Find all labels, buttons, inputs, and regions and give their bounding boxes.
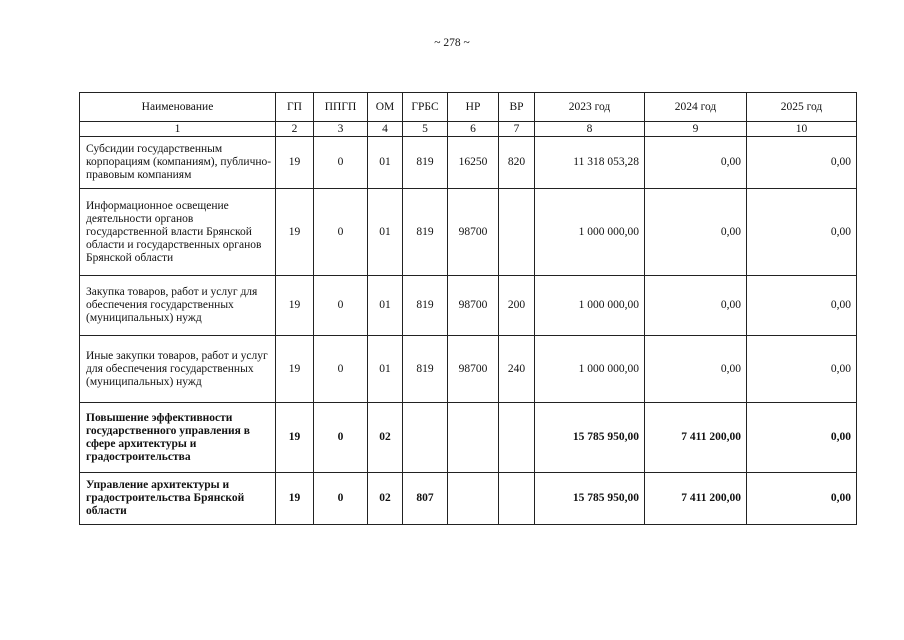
cell-2023: 11 318 053,28 [535, 137, 645, 189]
cell-gp: 19 [276, 189, 314, 276]
cell-2023: 15 785 950,00 [535, 473, 645, 525]
cell-2024: 0,00 [645, 137, 747, 189]
cell-2023: 15 785 950,00 [535, 403, 645, 473]
table-row [80, 473, 857, 525]
column-number: 5 [403, 122, 448, 137]
cell-grbs: 819 [403, 137, 448, 189]
cell-om: 01 [368, 137, 403, 189]
cell-2025: 0,00 [747, 403, 857, 473]
cell-nr [448, 403, 499, 473]
cell-om: 02 [368, 403, 403, 473]
cell-2025: 0,00 [747, 189, 857, 276]
row-name: Закупка товаров, работ и услуг для обеспечения государственных (муниципальных) нужд [80, 276, 276, 336]
column-number: 6 [448, 122, 499, 137]
header-cell: 2025 год [747, 93, 857, 122]
header-row [80, 93, 857, 122]
cell-nr [448, 473, 499, 525]
header-cell: 2023 год [535, 93, 645, 122]
cell-2025: 0,00 [747, 276, 857, 336]
cell-2025: 0,00 [747, 137, 857, 189]
cell-2025: 0,00 [747, 473, 857, 525]
cell-2024: 0,00 [645, 276, 747, 336]
column-number: 10 [747, 122, 857, 137]
cell-2023: 1 000 000,00 [535, 336, 645, 403]
cell-nr: 98700 [448, 189, 499, 276]
cell-grbs [403, 403, 448, 473]
cell-vr [499, 473, 535, 525]
cell-gp: 19 [276, 473, 314, 525]
cell-vr [499, 403, 535, 473]
cell-om: 01 [368, 189, 403, 276]
cell-om: 01 [368, 336, 403, 403]
table-row [80, 336, 857, 403]
header-cell: НР [448, 93, 499, 122]
cell-vr: 820 [499, 137, 535, 189]
cell-gp: 19 [276, 336, 314, 403]
column-number: 3 [314, 122, 368, 137]
cell-ppgp: 0 [314, 137, 368, 189]
header-cell: ППГП [314, 93, 368, 122]
cell-ppgp: 0 [314, 189, 368, 276]
cell-2024: 7 411 200,00 [645, 473, 747, 525]
cell-vr: 240 [499, 336, 535, 403]
cell-2024: 0,00 [645, 336, 747, 403]
row-name: Информационное освещение деятельности органов государственной власти Брянской области и государственных органов Брянской области [80, 189, 276, 276]
cell-nr: 98700 [448, 276, 499, 336]
page-number: ~ 278 ~ [434, 37, 470, 49]
column-number: 4 [368, 122, 403, 137]
header-cell: ГРБС [403, 93, 448, 122]
column-number: 9 [645, 122, 747, 137]
header-cell: ОМ [368, 93, 403, 122]
header-cell: Наименование [80, 93, 276, 122]
row-name: Повышение эффективности государственного управления в сфере архитектуры и градостроительства [80, 403, 276, 473]
cell-ppgp: 0 [314, 473, 368, 525]
cell-ppgp: 0 [314, 403, 368, 473]
cell-nr: 16250 [448, 137, 499, 189]
cell-gp: 19 [276, 276, 314, 336]
cell-ppgp: 0 [314, 276, 368, 336]
cell-om: 01 [368, 276, 403, 336]
cell-2024: 7 411 200,00 [645, 403, 747, 473]
header-cell: 2024 год [645, 93, 747, 122]
budget-table [79, 92, 857, 525]
cell-ppgp: 0 [314, 336, 368, 403]
cell-2024: 0,00 [645, 189, 747, 276]
cell-nr: 98700 [448, 336, 499, 403]
cell-gp: 19 [276, 403, 314, 473]
header-cell: ВР [499, 93, 535, 122]
column-number: 8 [535, 122, 645, 137]
cell-vr [499, 189, 535, 276]
cell-grbs: 819 [403, 189, 448, 276]
column-number: 1 [80, 122, 276, 137]
cell-om: 02 [368, 473, 403, 525]
cell-grbs: 807 [403, 473, 448, 525]
column-number-row [80, 122, 857, 137]
row-name: Управление архитектуры и градостроительства Брянской области [80, 473, 276, 525]
column-number: 2 [276, 122, 314, 137]
cell-2023: 1 000 000,00 [535, 276, 645, 336]
row-name: Иные закупки товаров, работ и услуг для обеспечения государственных (муниципальных) нужд [80, 336, 276, 403]
cell-vr: 200 [499, 276, 535, 336]
cell-2023: 1 000 000,00 [535, 189, 645, 276]
cell-2025: 0,00 [747, 336, 857, 403]
row-name: Субсидии государственным корпорациям (компаниям), публично-правовым компаниям [80, 137, 276, 189]
table-row [80, 189, 857, 276]
cell-gp: 19 [276, 137, 314, 189]
cell-grbs: 819 [403, 336, 448, 403]
column-number: 7 [499, 122, 535, 137]
table-row [80, 276, 857, 336]
cell-grbs: 819 [403, 276, 448, 336]
table-row [80, 137, 857, 189]
header-cell: ГП [276, 93, 314, 122]
table-row [80, 403, 857, 473]
